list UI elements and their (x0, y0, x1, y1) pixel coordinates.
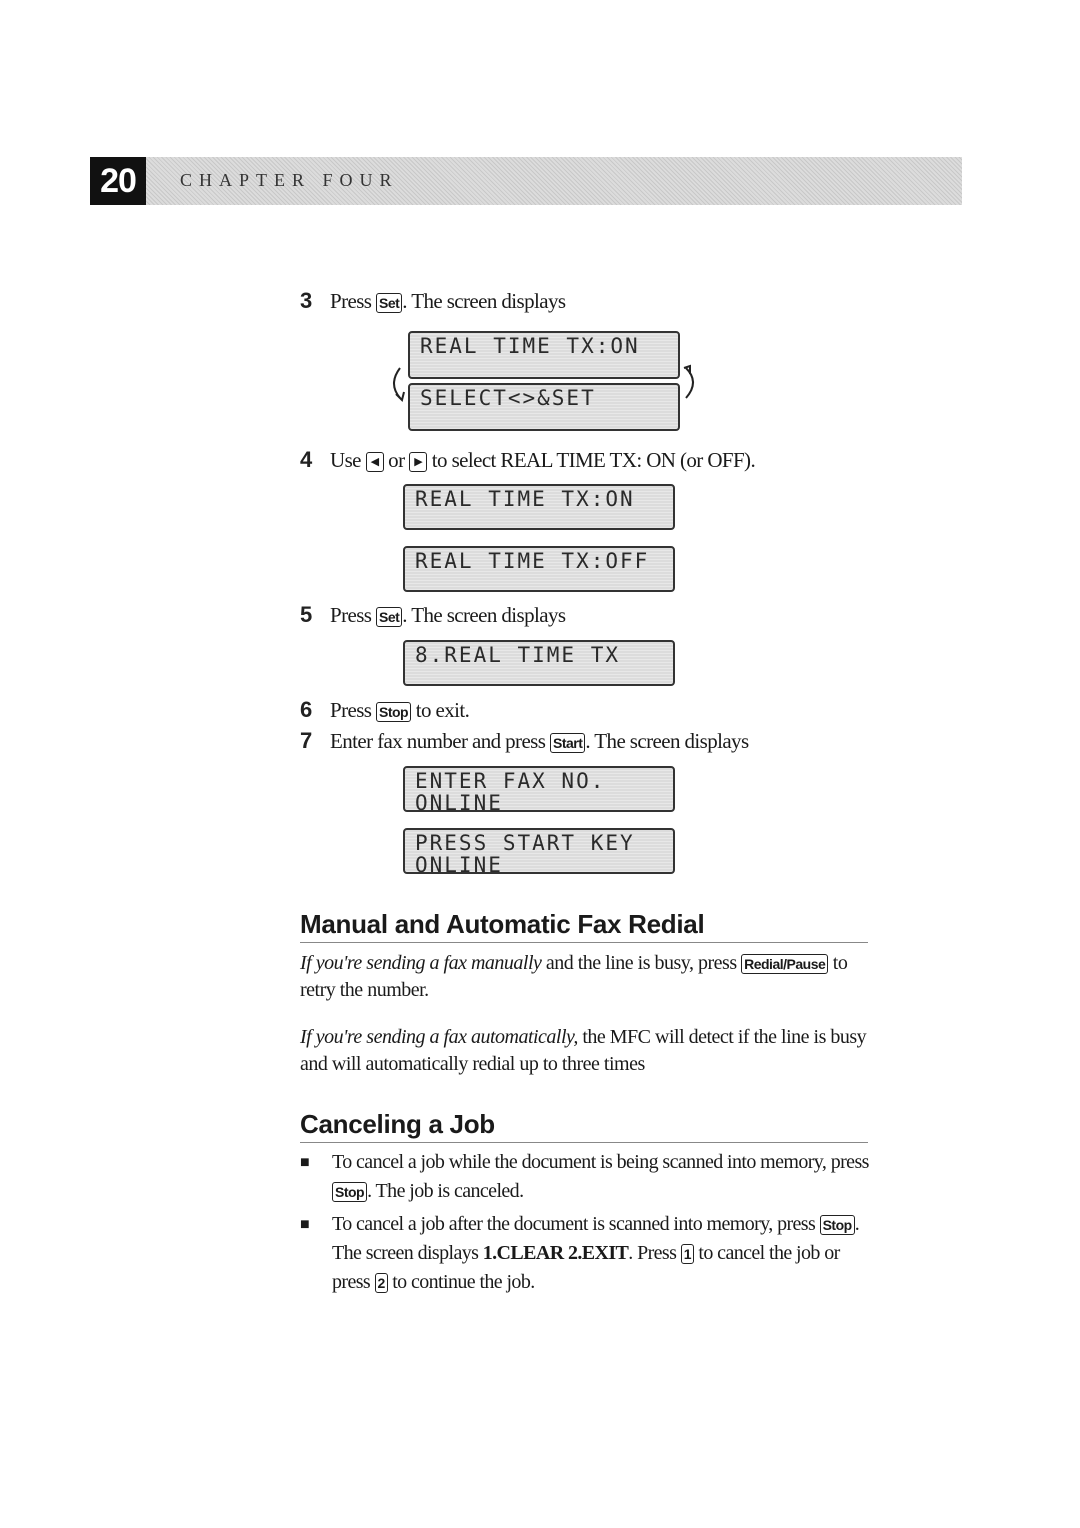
redial-pause-key: Redial/Pause (741, 954, 828, 974)
stop-key: Stop (332, 1182, 367, 1202)
page-number: 20 (90, 157, 146, 205)
bullet-cancel-while-scanning: To cancel a job while the document is being scanned into memory, press Stop . The job is canceled. (332, 1151, 869, 1202)
lcd-display: REAL TIME TX:ON (408, 331, 680, 379)
lcd-display: PRESS START KEY ONLINE (403, 828, 675, 874)
start-key: Start (550, 733, 585, 753)
stop-key: Stop (376, 702, 411, 722)
lcd-display: 8.REAL TIME TX (403, 640, 675, 686)
key-2: 2 (375, 1273, 388, 1293)
section-heading-cancel-job: Canceling a Job (300, 1109, 868, 1143)
step-6: 6 Press Stop to exit. (300, 697, 470, 722)
lcd-display: ENTER FAX NO. ONLINE (403, 766, 675, 812)
step-number: 6 (300, 697, 312, 722)
step-number: 7 (300, 728, 312, 753)
chapter-title: CHAPTER FOUR (180, 170, 399, 190)
stop-key: Stop (820, 1215, 855, 1235)
bullet-cancel-after-scanning: To cancel a job after the document is scanned into memory, press Stop . The screen displays 1.CLEAR 2.EXIT. Press 1 to cancel the job or press 2 to continue the job. (332, 1213, 860, 1293)
cycle-right-arrow-icon (680, 364, 704, 404)
step-4: 4 Use ◀ or ▶ to select REAL TIME TX: ON (or OFF). (300, 447, 756, 472)
cycle-left-arrow-icon (386, 364, 414, 404)
step-number: 4 (300, 447, 312, 472)
step-number: 5 (300, 602, 312, 627)
lcd-display: REAL TIME TX:OFF (403, 546, 675, 592)
set-key: Set (376, 293, 402, 313)
section-heading-fax-redial: Manual and Automatic Fax Redial (300, 909, 868, 943)
left-arrow-key-icon: ◀ (366, 452, 384, 472)
step-5: 5 Press Set . The screen displays (300, 602, 566, 627)
step-3: 3 Press Set . The screen displays (300, 288, 566, 313)
set-key: Set (376, 607, 402, 627)
bullet-icon: ■ (300, 1154, 310, 1171)
right-arrow-key-icon: ▶ (409, 452, 427, 472)
paragraph-manual-redial: If you're sending a fax manually and the line is busy, press Redial/Pause to retry the number. (300, 952, 848, 1001)
step-number: 3 (300, 288, 312, 313)
lcd-display: REAL TIME TX:ON (403, 484, 675, 530)
lcd-display: SELECT<>&SET (408, 383, 680, 431)
bullet-icon: ■ (300, 1216, 310, 1233)
key-1: 1 (681, 1244, 694, 1264)
step-7: 7 Enter fax number and press Start . The screen displays (300, 728, 749, 753)
paragraph-auto-redial: If you're sending a fax automatically, the MFC will detect if the line is busy and will automatically redial up to three times (300, 1026, 867, 1075)
